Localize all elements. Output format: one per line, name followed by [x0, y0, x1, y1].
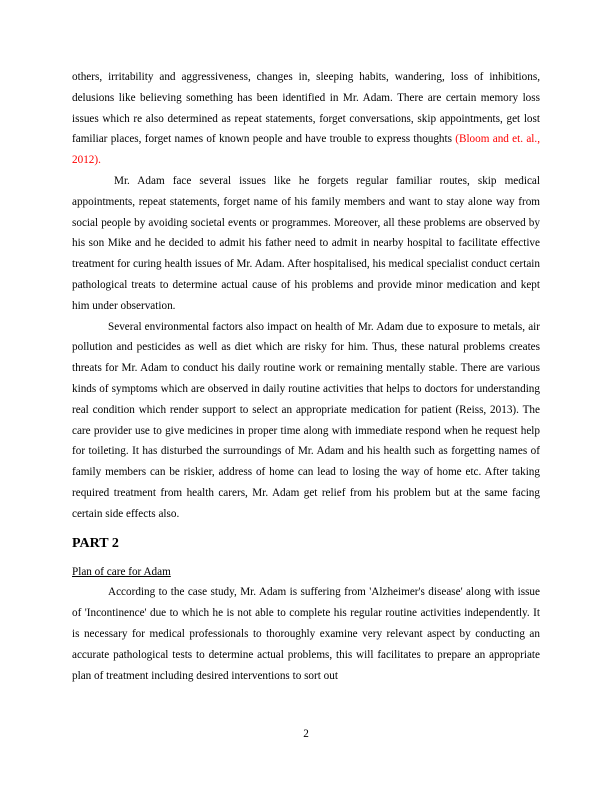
- paragraph-environment: Several environmental factors also impact on health of Mr. Adam due to exposure to metals, air pollution and pesticides as well as diet which are risky for him. Thus, these natural problems creates threats for Mr. Adam to conduct his daily routine work or remaining mentally stable. There are various kinds of symptoms which are observed in daily routine activities that helps to doctors for understanding real condition which render support to select an appropriate medication for patient (Reiss, 2013). The care provider use to give medicines in proper time along with immediate respond when he request help for toileting. It has disturbed the surroundings of Mr. Adam and his health such as forgetting names of family members can be riskier, address of home can lead to losing the way of home etc. After taking required treatment from health carers, Mr. Adam get relief from his problem but at the same facing certain side effects also.: [72, 320, 540, 520]
- paragraph-symptoms-text: others, irritability and aggressiveness, changes in, sleeping habits, wandering, loss of inhibitions, delusions like believing something has been identified in Mr. Adam. There are certain memory loss issues which re also determined as repeat statements, forget conversations, skip appointments, get lost familiar places, forget names of known people and have trouble to express thoughts: [72, 71, 540, 146]
- paragraph-symptoms: [72, 67, 540, 171]
- page-body: [72, 67, 540, 686]
- citation-bloom: (Bloom and et. al., 2012).: [72, 133, 540, 167]
- paragraph-issues: Mr. Adam face several issues like he forgets regular familiar routes, skip medical appointments, repeat statements, forget name of his family members and want to stay alone way from social people by avoiding societal events or programmes. Moreover, all these problems are observed by his son Mike and he decided to admit his father need to admit in nearby hospital to facilitate effective treatment for curing health issues of Mr. Adam. After hospitalised, his medical specialist conduct certain pathological treats to determine actual cause of his problems and provide minor medication and kept him under observation.: [72, 174, 540, 312]
- section-subheading: Plan of care for Adam: [72, 565, 171, 578]
- page-number: 2: [303, 728, 309, 740]
- section-heading: PART 2: [72, 535, 119, 551]
- paragraph-care-plan: According to the case study, Mr. Adam is suffering from 'Alzheimer's disease' along with issue of 'Incontinence' due to which he is not able to complete his regular routine activities independently. It is necessary for medical professionals to thoroughly examine very relevant aspect by conducting an accurate pathological tests to determine actual problems, this will facilitates to prepare an appropriate plan of treatment including desired interventions to sort out: [72, 586, 540, 682]
